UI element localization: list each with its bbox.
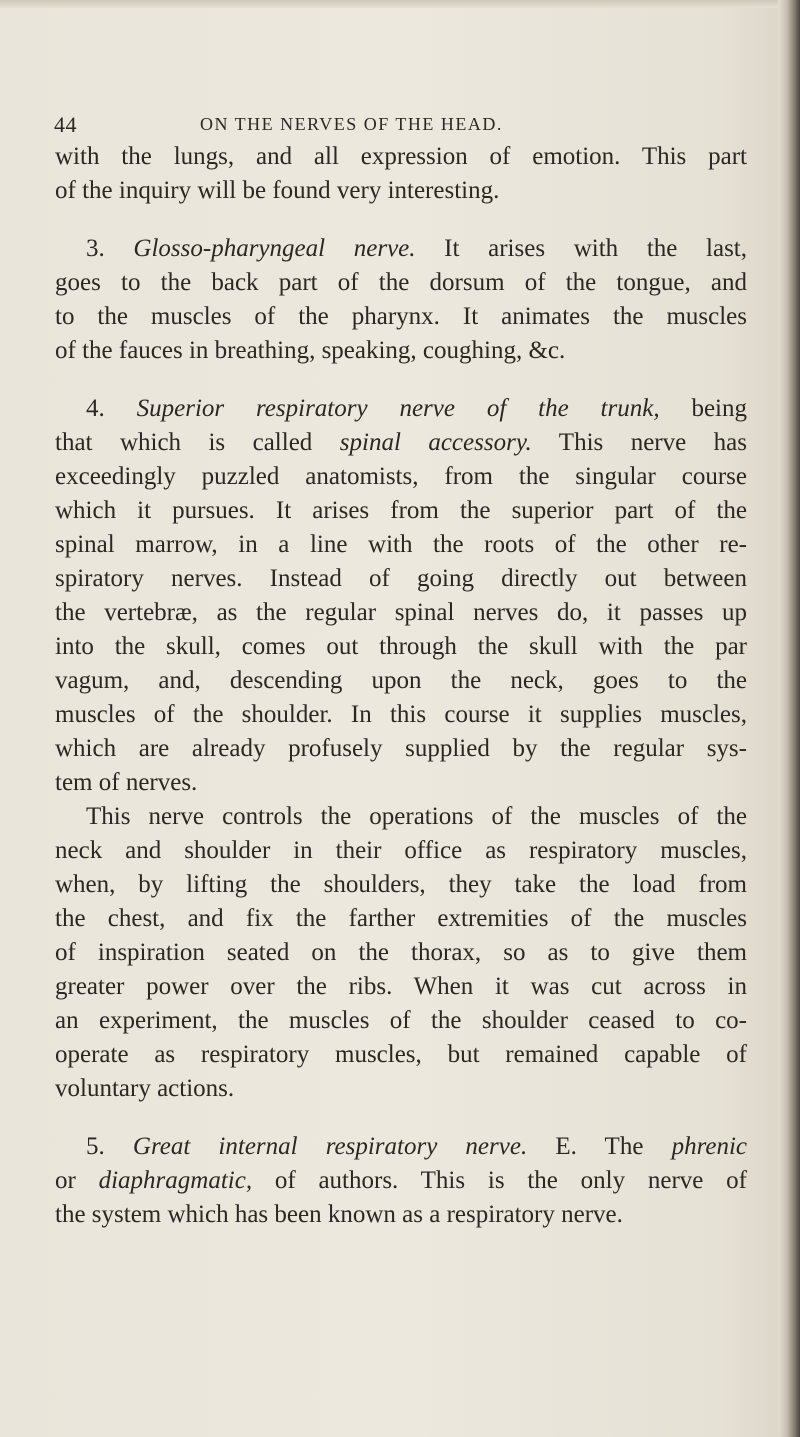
page-header xyxy=(54,112,754,142)
text-line: or diaphragmatic, of authors. This is the only nerve of xyxy=(55,1167,747,1194)
text-line: an experiment, the muscles of the shoulder ceased to co- xyxy=(55,1007,747,1034)
text-line: goes to the back part of the dorsum of the tongue, and xyxy=(55,269,747,296)
text-line: with the lungs, and all expression of emotion. This part xyxy=(55,143,747,170)
text-line: of the inquiry will be found very interesting. xyxy=(55,177,500,204)
text-line: neck and shoulder in their office as respiratory muscles, xyxy=(55,837,747,864)
text-line: into the skull, comes out through the skull with the par xyxy=(55,633,747,660)
text-line: the vertebræ, as the regular spinal nerves do, it passes up xyxy=(55,599,747,626)
text-line: vagum, and, descending upon the neck, goes to the xyxy=(55,667,747,694)
text-line: This nerve controls the operations of the muscles of the xyxy=(86,803,747,830)
text-line: greater power over the ribs. When it was cut across in xyxy=(55,973,747,1000)
text-line: muscles of the shoulder. In this course it supplies muscles, xyxy=(55,701,747,728)
text-line: to the muscles of the pharynx. It animates the muscles xyxy=(55,303,747,330)
text-line: 3. Glosso-pharyngeal nerve. It arises with the last, xyxy=(86,235,747,262)
page-number: 44 xyxy=(54,112,77,137)
body-text xyxy=(55,140,747,1232)
text-line: operate as respiratory muscles, but remained capable of xyxy=(55,1041,747,1068)
text-line: that which is called spinal accessory. This nerve has xyxy=(55,429,747,456)
text-line: voluntary actions. xyxy=(55,1075,235,1102)
term-spinal-accessory: spinal accessory. xyxy=(339,429,532,456)
term-phrenic: phrenic xyxy=(671,1133,748,1160)
text-line: 5. Great internal respiratory nerve. E. The phrenic xyxy=(86,1133,748,1160)
text-line: of the fauces in breathing, speaking, coughing, &c. xyxy=(55,337,566,364)
text-line: exceedingly puzzled anatomists, from the singular course xyxy=(55,463,747,490)
section-heading-superior-respiratory: Superior respiratory nerve of the trunk, xyxy=(136,395,660,422)
text-line: the chest, and fix the farther extremities of the muscles xyxy=(55,905,747,932)
text-line: the system which has been known as a respiratory nerve. xyxy=(55,1201,623,1228)
text-line: spiratory nerves. Instead of going directly out between xyxy=(55,565,747,592)
text-line: when, by lifting the shoulders, they take the load from xyxy=(55,871,747,898)
section-heading-glosso-pharyngeal: Glosso-pharyngeal nerve. xyxy=(133,235,416,262)
section-heading-great-internal-respiratory: Great internal respiratory nerve. xyxy=(132,1133,528,1160)
running-head: ON THE NERVES OF THE HEAD. xyxy=(200,114,503,134)
text-line: which are already profusely supplied by the regular sys- xyxy=(55,735,747,762)
text-line: of inspiration seated on the thorax, so as to give them xyxy=(55,939,747,966)
text-line: tem of nerves. xyxy=(55,769,198,796)
text-line: 4. Superior respiratory nerve of the trunk, being xyxy=(86,395,747,422)
page-top-edge xyxy=(0,0,800,8)
book-spine-shadow xyxy=(778,0,800,1437)
text-line: spinal marrow, in a line with the roots of the other re- xyxy=(55,531,747,558)
term-diaphragmatic: diaphragmatic, xyxy=(98,1167,253,1194)
text-line: which it pursues. It arises from the superior part of the xyxy=(55,497,747,524)
